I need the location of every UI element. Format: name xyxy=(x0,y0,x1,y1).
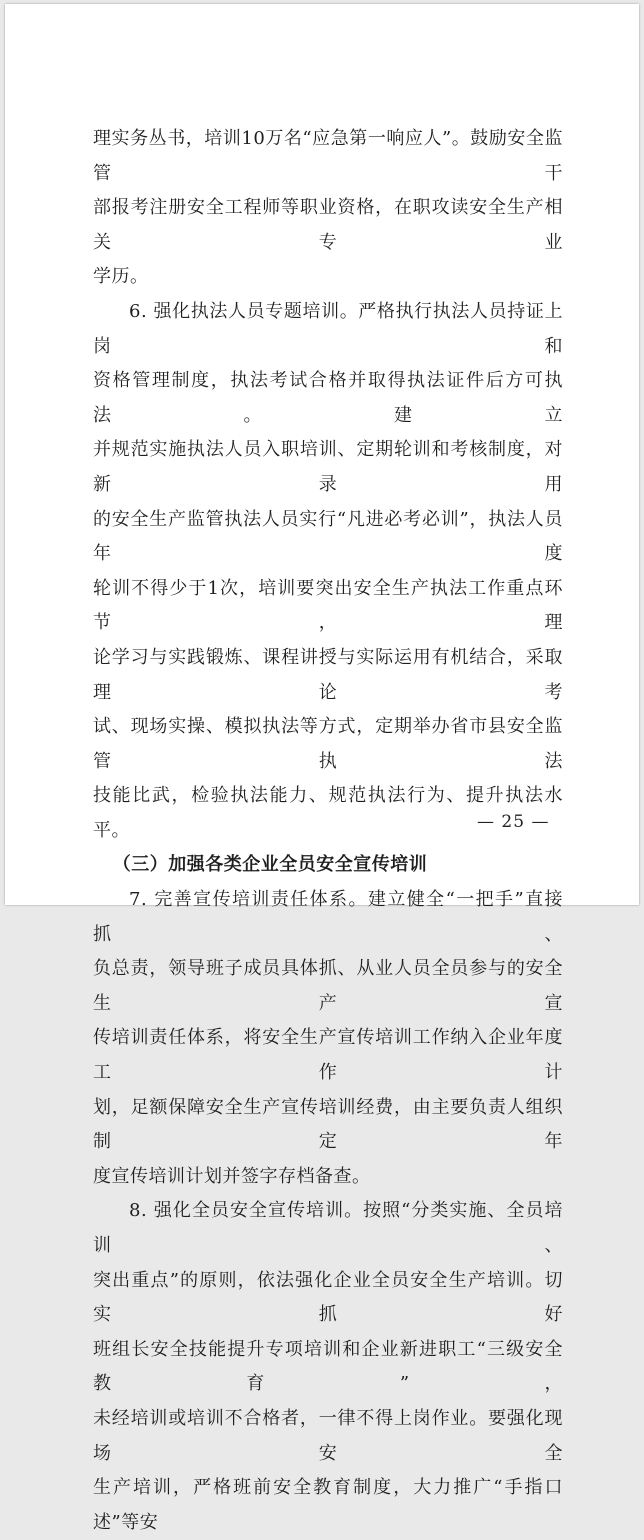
text-line: 试、现场实操、模拟执法等方式，定期举办省市县安全监管执法 xyxy=(93,716,563,772)
text-line: 资格管理制度，执法考试合格并取得执法证件后方可执法。建立 xyxy=(93,370,563,426)
text-line: 负总责，领导班子成员具体抓、从业人员全员参与的安全生产宣 xyxy=(93,958,563,1014)
text-line: 的安全生产监管执法人员实行“凡进必考必训”，执法人员年度 xyxy=(93,508,563,565)
text-line: 未经培训或培训不合格者，一律不得上岗作业。要强化现场安全 xyxy=(93,1407,563,1464)
section-heading: （三）加强各类企业全员安全宣传培训 xyxy=(112,854,428,876)
text-line: 突出重点”的原则，依法强化企业全员安全生产培训。切实抓好 xyxy=(93,1269,563,1326)
text-line: 学历。 xyxy=(93,266,149,288)
page-number: — 25 — xyxy=(477,812,550,832)
text-line: 7. 完善宣传培训责任体系。建立健全“一把手”直接抓、 xyxy=(93,889,563,945)
text-line: 划，足额保障安全生产宣传培训经费，由主要负责人组织制定年 xyxy=(93,1096,563,1153)
text-line: 传培训责任体系，将安全生产宣传培训工作纳入企业年度工作计 xyxy=(93,1027,563,1084)
text-line: 技能比武，检验执法能力、规范执法行为、提升执法水平。 xyxy=(93,785,563,841)
text-line: 度宣传培训计划并签字存档备查。 xyxy=(93,1165,371,1187)
text-line: 理实务丛书，培训10万名“应急第一响应人”。鼓励安全监管干 xyxy=(93,128,563,184)
text-line: 部报考注册安全工程师等职业资格，在职攻读安全生产相关专业 xyxy=(93,197,563,253)
text-line: 班组长安全技能提升专项培训和企业新进职工“三级安全教育”， xyxy=(93,1338,563,1395)
text-line: 6. 强化执法人员专题培训。严格执行执法人员持证上岗和 xyxy=(93,300,563,357)
text-line: 8. 强化全员安全宣传培训。按照“分类实施、全员培训、 xyxy=(93,1200,563,1256)
document-page xyxy=(5,4,639,1533)
text-line: 论学习与实践锻炼、课程讲授与实际运用有机结合，采取理论考 xyxy=(93,646,563,703)
text-line: 生产培训，严格班前安全教育制度，大力推广“手指口述”等安 xyxy=(93,1477,563,1533)
text-line: 轮训不得少于1次，培训要突出安全生产执法工作重点环节，理 xyxy=(93,577,563,634)
text-line: 并规范实施执法人员入职培训、定期轮训和考核制度，对新录用 xyxy=(93,439,563,495)
